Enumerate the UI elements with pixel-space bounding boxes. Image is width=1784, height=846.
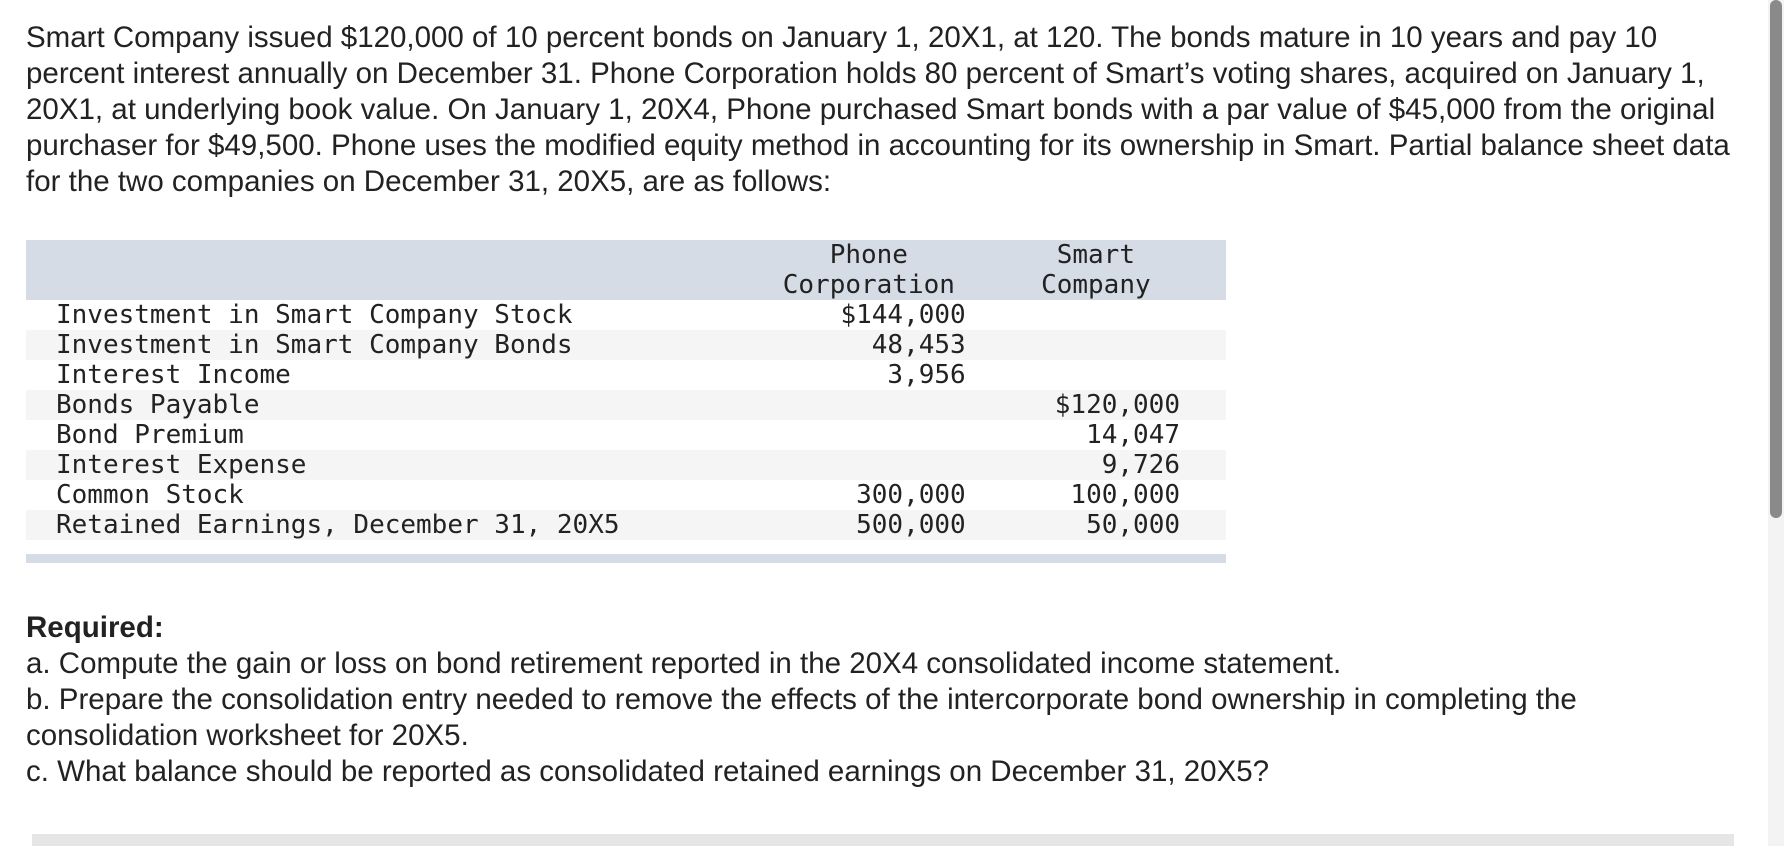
- row-label: Interest Expense: [56, 450, 307, 480]
- row-smart-value: 100,000: [1070, 480, 1180, 510]
- row-phone-value: $144,000: [840, 300, 966, 330]
- table-header-row: [26, 240, 1226, 300]
- row-label: Common Stock: [56, 480, 244, 510]
- table-row: [26, 360, 1226, 390]
- header-phone-line1: Phone: [829, 240, 908, 270]
- row-label: Interest Income: [56, 360, 291, 390]
- row-phone-value: [772, 450, 966, 480]
- required-item-b: b. Prepare the consolidation entry needed to remove the effects of the intercorporate bond ownership in completing the consolidation worksheet for 20X5.: [26, 683, 1577, 752]
- table-row: [26, 300, 1226, 330]
- answer-area-top-edge: [32, 834, 1734, 846]
- vertical-scrollbar-track[interactable]: [1768, 0, 1784, 846]
- required-section: [26, 610, 1746, 790]
- row-label: Investment in Smart Company Bonds: [56, 330, 573, 360]
- balance-sheet-table: [26, 240, 1226, 540]
- row-label: Investment in Smart Company Stock: [56, 300, 573, 330]
- row-phone-value: [772, 390, 966, 420]
- row-phone-value: 3,956: [887, 360, 966, 390]
- header-phone-corporation: [772, 240, 966, 300]
- row-phone-value: [772, 420, 966, 450]
- row-phone-value: 300,000: [856, 480, 966, 510]
- row-smart-value: 9,726: [1101, 450, 1180, 480]
- table-row: [26, 510, 1226, 540]
- table-row: [26, 390, 1226, 420]
- table-footer-bar: [26, 554, 1226, 563]
- row-label: Bonds Payable: [56, 390, 260, 420]
- required-item-a: a. Compute the gain or loss on bond retirement reported in the 20X4 consolidated income statement.: [26, 647, 1342, 680]
- required-heading: Required:: [26, 611, 164, 644]
- row-label: Bond Premium: [56, 420, 244, 450]
- table-row: [26, 330, 1226, 360]
- row-label: Retained Earnings, December 31, 20X5: [56, 510, 620, 540]
- table-row: [26, 480, 1226, 510]
- row-smart-value: $120,000: [1054, 390, 1180, 420]
- header-phone-line2: Corporation: [782, 270, 955, 300]
- problem-statement: Smart Company issued $120,000 of 10 percent bonds on January 1, 20X1, at 120. The bonds mature in 10 years and pay 10 percent interest annually on December 31. Phone Corporation holds 80 percent of Smart’s voting shares, acquired on January 1, 20X1, at underlying book value. On January 1, 20X4, Phone purchased Smart bonds with a par value of $45,000 from the original purchaser for $49,500. Phone uses the modified equity method in accounting for its ownership in Smart. Partial balance sheet data for the two companies on December 31, 20X5, are as follows:: [26, 21, 1730, 198]
- table-row: [26, 420, 1226, 450]
- row-phone-value: 500,000: [856, 510, 966, 540]
- header-label-cell: [26, 240, 772, 300]
- vertical-scrollbar-thumb[interactable]: [1770, 0, 1782, 518]
- header-smart-line2: Company: [1041, 270, 1151, 300]
- table-row: [26, 450, 1226, 480]
- header-smart-line1: Smart: [1056, 240, 1135, 270]
- row-phone-value: 48,453: [871, 330, 966, 360]
- row-smart-value: [966, 300, 1226, 330]
- row-smart-value: 50,000: [1086, 510, 1180, 540]
- required-item-c: c. What balance should be reported as consolidated retained earnings on December 31, 20X5?: [26, 755, 1270, 788]
- row-smart-value: 14,047: [1086, 420, 1180, 450]
- row-smart-value: [966, 360, 1226, 390]
- row-smart-value: [966, 330, 1226, 360]
- header-smart-company: [966, 240, 1226, 300]
